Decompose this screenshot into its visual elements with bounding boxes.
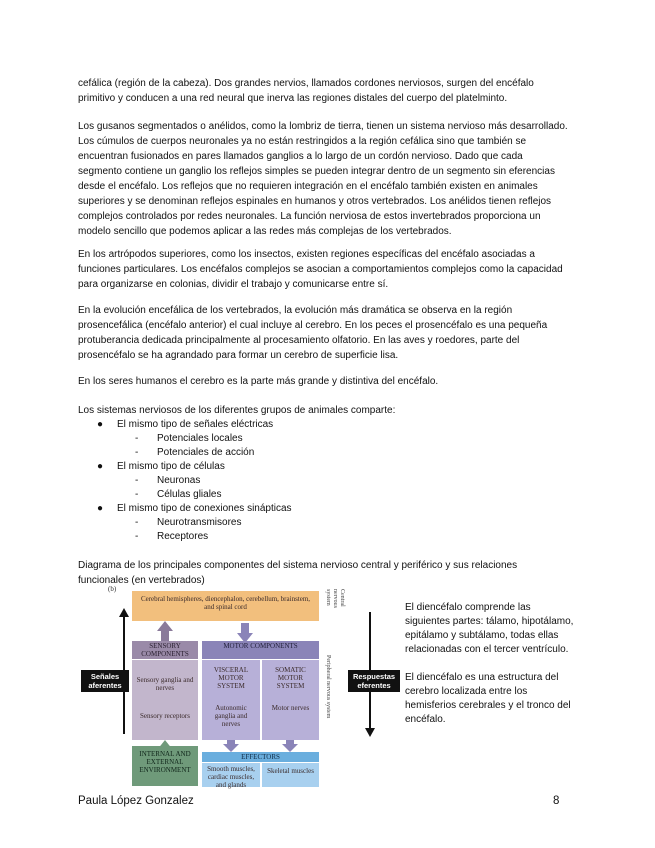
cns-box-text: Cerebral hemispheres, diencephalon, cerebellum, brainstem, and spinal cord bbox=[140, 595, 311, 611]
subitem-label: Células gliales bbox=[157, 489, 222, 500]
diagram-caption: Diagrama de los principales componentes del sistema nervioso central y periférico y sus relaciones funcionales (en vertebrados) bbox=[78, 560, 518, 586]
somatic-motor-box bbox=[262, 660, 319, 740]
subitem-label: Neuronas bbox=[157, 475, 201, 486]
bullet-label: El mismo tipo de señales eléctricas bbox=[117, 419, 274, 430]
efferent-label: Respuestas eferentes bbox=[348, 670, 400, 692]
afferent-label: Señales aferentes bbox=[81, 670, 129, 692]
paragraph-vertebrados: En la evolución encefálica de los vertebrados, la evolución más dramática se observa en la región prosencefálica (encéfalo anterior) el cual incluye al cerebro. En los peces el prosencéfalo es una pequeña protuberancia dedicada principalmente al procesamiento olfatorio. En las aves y roedores, parte del prosencéfalo se ha agrandado para formar un cerebro de superficie lisa. bbox=[78, 305, 548, 361]
paragraph-anelidos: Los gusanos segmentados o anélidos, como la lombriz de tierra, tienen un sistema nervioso más desarrollado. Los cúmulos de cuerpos neuronales ya no están restringidos a la región cefálica sino que también se encuentran fusionados en pares llamados ganglios a lo largo de un cordón nervioso. Dado que cada segmento contiene un ganglio los reflejos simples se pueden integrar dentro de un segmento sin eferencias desde el encéfalo. Los reflejos que no requieren integración en el encéfalo también existen en animales superiores y se denominan reflejos espinales en humanos y otros vertebrados. Los anélidos tienen reflejos complejos controlados por redes neuronales. La función nerviosa de estos invertebrados proporciona un modelo sencillo que podemos aplicar a las redes más complejas de los vertebrados. bbox=[78, 121, 568, 237]
bullet-label: El mismo tipo de células bbox=[117, 461, 225, 472]
subitem-label: Potenciales locales bbox=[157, 433, 243, 444]
sensory-receptors-text: Sensory receptors bbox=[140, 712, 190, 720]
page-number: 8 bbox=[553, 795, 560, 807]
bullet-icon: ● bbox=[97, 419, 104, 430]
down-arrow-icon bbox=[365, 728, 375, 737]
bullet-icon: ● bbox=[97, 461, 104, 472]
visceral-body: Autonomic ganglia and nerves bbox=[214, 704, 248, 728]
somatic-title: SOMATIC MOTOR SYSTEM bbox=[275, 666, 306, 690]
subitem-label: Potenciales de acción bbox=[157, 447, 255, 458]
document-page: cefálica (región de la cabeza). Dos grandes nervios, llamados cordones nerviosos, surgen del encéfalo primitivo y conducen a una red neural que inerva las regiones distales del cuerpo del platelminto. Los gusanos segmentados o anélidos, como la lombriz de tierra, tienen un sistema nervioso más desarrollado. Los cúmulos de cuerpos neuronales ya no están restringidos a la región cefálica sino que también se encuentran fusionados en pares llamados ganglios a lo largo de un cordón nervioso. Dado que cada segmento contiene un ganglio los reflejos simples se pueden integrar dentro de un segmento sin eferencias desde el encéfalo. Los reflejos que no requieren integración en el encéfalo también existen en animales superiores y se denominan reflejos espinales en humanos y otros vertebrados. Los anélidos tienen reflejos complejos controlados por redes neuronales. La función nerviosa de estos invertebrados proporciona un modelo sencillo que podemos aplicar a las redes más complejas de los vertebrados. En los artrópodos superiores, como los insectos, existen regiones específicas del encéfalo asociadas a funciones particulares. Los encéfalos complejos se asocian a comportamientos complejos como la capacidad para organizarse en colonias, dividir el trabajo y comunicarse entre sí. En la evolución encefálica de los vertebrados, la evolución más dramática se observa en la región prosencefálica (encéfalo anterior) el cual incluye al cerebro. En los peces el prosencéfalo es una pequeña protuberancia dedicada principalmente al procesamiento olfatorio. En las aves y roedores, parte del prosencéfalo se ha agrandado para formar un cerebro de superficie lisa. En los seres humanos el cerebro es la parte más grande y distintiva del encéfalo. Los sistemas nerviosos de los diferentes grupos de animales comparte: ● El mismo tipo de señales eléctricas - Potenciales locales - Potenciales de acción ● El mismo tipo de células - Neuronas - Células gliales ● El mismo tipo de conexiones sinápticas - Neurotransmisores - Receptores Diagrama de los principales componentes del sistema nervioso central y periférico y sus relaciones funcionales (en vertebrados) (b) Cerebral hemispheres, diencephalon, cerebellum, brainstem, and spinal cord Central nervous system SENSORY COMPONENTS Sensory ganglia and nerves Sensory receptors MOTOR COMPONENTS VISCERAL MOTOR SYSTEM Autonomic ganglia and nerves SOMATIC MOTOR SYSTEM Motor nerves Peripheral nervous system INTERNAL AND EXTERNAL ENVIRONMENT EFFECTORS Smooth muscles, cardiac muscles, and glands Skeletal muscles Señales aferentes Respuestas eferentes El diencéfalo comprende las siguientes partes: tálamo, hipotálamo, epitálamo y subtálamo, todas ellas relacionadas con el tercer ventrículo. El diencéfalo es una estructura del cerebro localizada entre los hemisferios cerebrales y el tronco del encéfalo. Paula López Gonzalez 8 bbox=[78, 78, 574, 807]
cns-vertical-label: Central nervous system bbox=[325, 589, 345, 608]
visceral-title: VISCERAL MOTOR SYSTEM bbox=[213, 666, 249, 690]
paragraph-comparte: Los sistemas nerviosos de los diferentes grupos de animales comparte: bbox=[78, 405, 396, 416]
environment-box: INTERNAL AND EXTERNAL ENVIRONMENT bbox=[132, 746, 198, 786]
somatic-body: Motor nerves bbox=[271, 704, 310, 712]
diencefalo-note-1: El diencéfalo comprende las siguientes partes: tálamo, hipotálamo, epitálamo y subtálamo, todas ellas relacionadas con el tercer ventrículo. bbox=[405, 602, 574, 655]
subitem-label: Neurotransmisores bbox=[157, 517, 242, 528]
nervous-system-diagram bbox=[84, 585, 384, 790]
smooth-muscles-box: Smooth muscles, cardiac muscles, and glands bbox=[202, 763, 260, 787]
down-arrow-icon bbox=[223, 744, 239, 752]
sensory-column bbox=[132, 660, 198, 740]
down-arrow-icon bbox=[282, 744, 298, 752]
effectors-header: EFFECTORS bbox=[202, 752, 319, 762]
skeletal-muscles-box: Skeletal muscles bbox=[262, 763, 319, 787]
bullet-icon: ● bbox=[97, 503, 104, 514]
sensory-ganglia-text: Sensory ganglia and nerves bbox=[136, 676, 194, 692]
paragraph-artropodos: En los artrópodos superiores, como los insectos, existen regiones específicas del encéfalo asociadas a funciones particulares. Los encéfalos complejos se asocian a comportamientos complejos como la capacidad para organizarse en colonias, dividir el trabajo y comunicarse entre sí. bbox=[78, 249, 563, 290]
motor-header: MOTOR COMPONENTS bbox=[202, 641, 319, 659]
sensory-header: SENSORY COMPONENTS bbox=[132, 641, 198, 659]
diencefalo-note-2: El diencéfalo es una estructura del cerebro localizada entre los hemisferios cerebrales y el tronco del encéfalo. bbox=[405, 672, 571, 725]
visceral-motor-box bbox=[202, 660, 260, 740]
pns-vertical-label: Peripheral nervous system bbox=[325, 655, 331, 719]
paragraph-cefalica: cefálica (región de la cabeza). Dos grandes nervios, llamados cordones nerviosos, surgen del encéfalo primitivo y conducen a una red neural que inerva las regiones distales del cuerpo del platelminto. bbox=[78, 78, 534, 104]
paragraph-humanos: En los seres humanos el cerebro es la parte más grande y distintiva del encéfalo. bbox=[78, 376, 439, 387]
subitem-label: Receptores bbox=[157, 531, 209, 542]
up-arrow-icon bbox=[119, 608, 129, 617]
footer-author: Paula López Gonzalez bbox=[78, 795, 194, 807]
bullet-label: El mismo tipo de conexiones sinápticas bbox=[117, 503, 292, 514]
cns-box bbox=[132, 591, 319, 621]
arrow-shaft bbox=[161, 629, 169, 641]
panel-letter: (b) bbox=[108, 585, 117, 593]
